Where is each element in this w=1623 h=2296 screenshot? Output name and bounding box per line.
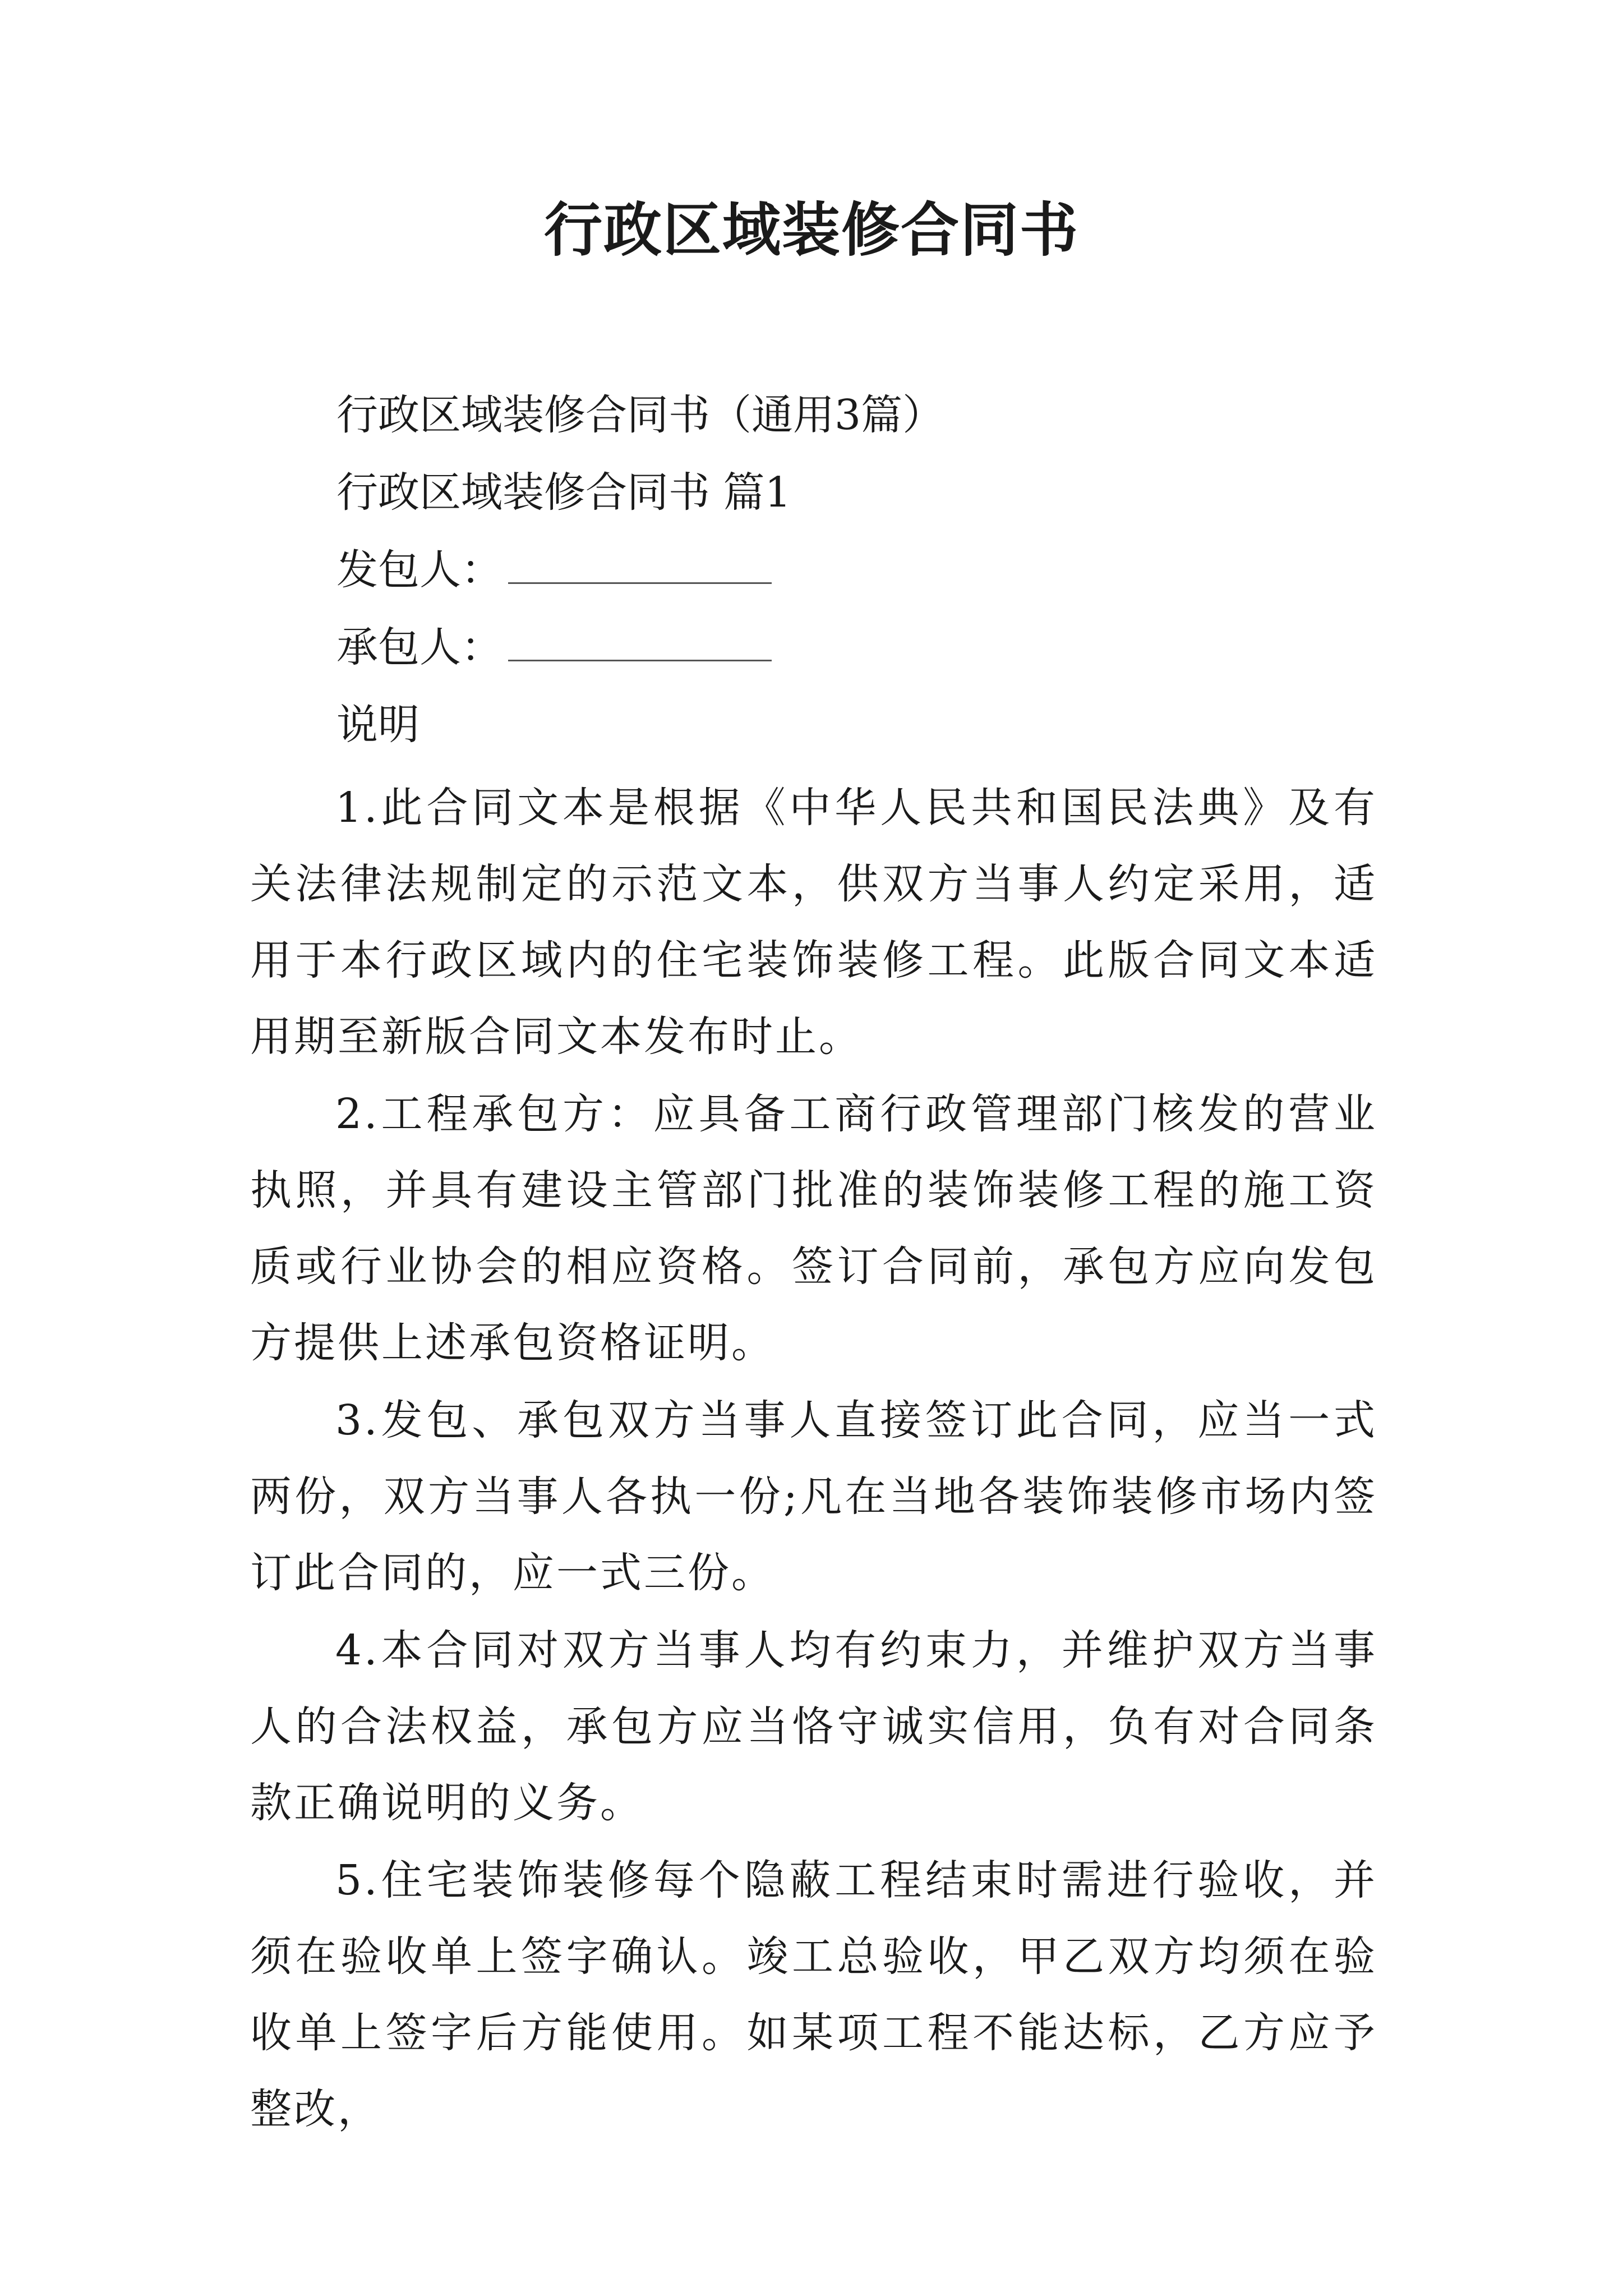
contractor-issuer-field [336, 542, 772, 598]
note-paragraph-4: 4.本合同对双方当事人均有约束力，并维护双方当事人的合法权益，承包方应当恪守诚实信用，负有对合同条款正确说明的义务。 [250, 1626, 1377, 1827]
contractor-label: 承包人： [336, 623, 502, 671]
contractor-issuer-label: 发包人： [336, 546, 502, 594]
note-paragraph-2: 2.工程承包方：应具备工商行政管理部门核发的营业执照，并具有建设主管部门批准的装饰装修工程的施工资质或行业协会的相应资格。签订合同前，承包方应向发包方提供上述承包资格证明。 [250, 1090, 1377, 1367]
section-heading: 行政区域装修合同书 篇1 [336, 468, 791, 517]
note-paragraph-3: 3.发包、承包双方当事人直接签订此合同，应当一式两份，双方当事人各执一份;凡在当地各装饰装修市场内签订此合同的，应一式三份。 [250, 1396, 1377, 1597]
document-subtitle: 行政区域装修合同书（通用3篇） [336, 391, 944, 439]
contractor-field [336, 619, 772, 675]
contractor-blank [508, 620, 772, 661]
contractor-issuer-blank [508, 543, 772, 584]
note-paragraph-1: 1.此合同文本是根据《中华人民共和国民法典》及有关法律法规制定的示范文本，供双方当事人约定采用，适用于本行政区域内的住宅装饰装修工程。此版合同文本适用期至新版合同文本发布时止。 [250, 784, 1377, 1061]
note-paragraph-5: 5.住宅装饰装修每个隐蔽工程结束时需进行验收，并须在验收单上签字确认。竣工总验收，甲乙双方均须在验收单上签字后方能使用。如某项工程不能达标，乙方应予整改， [250, 1856, 1377, 2133]
notes-heading: 说明 [336, 701, 419, 749]
document-title: 行政区域装修合同书 [543, 195, 1079, 264]
